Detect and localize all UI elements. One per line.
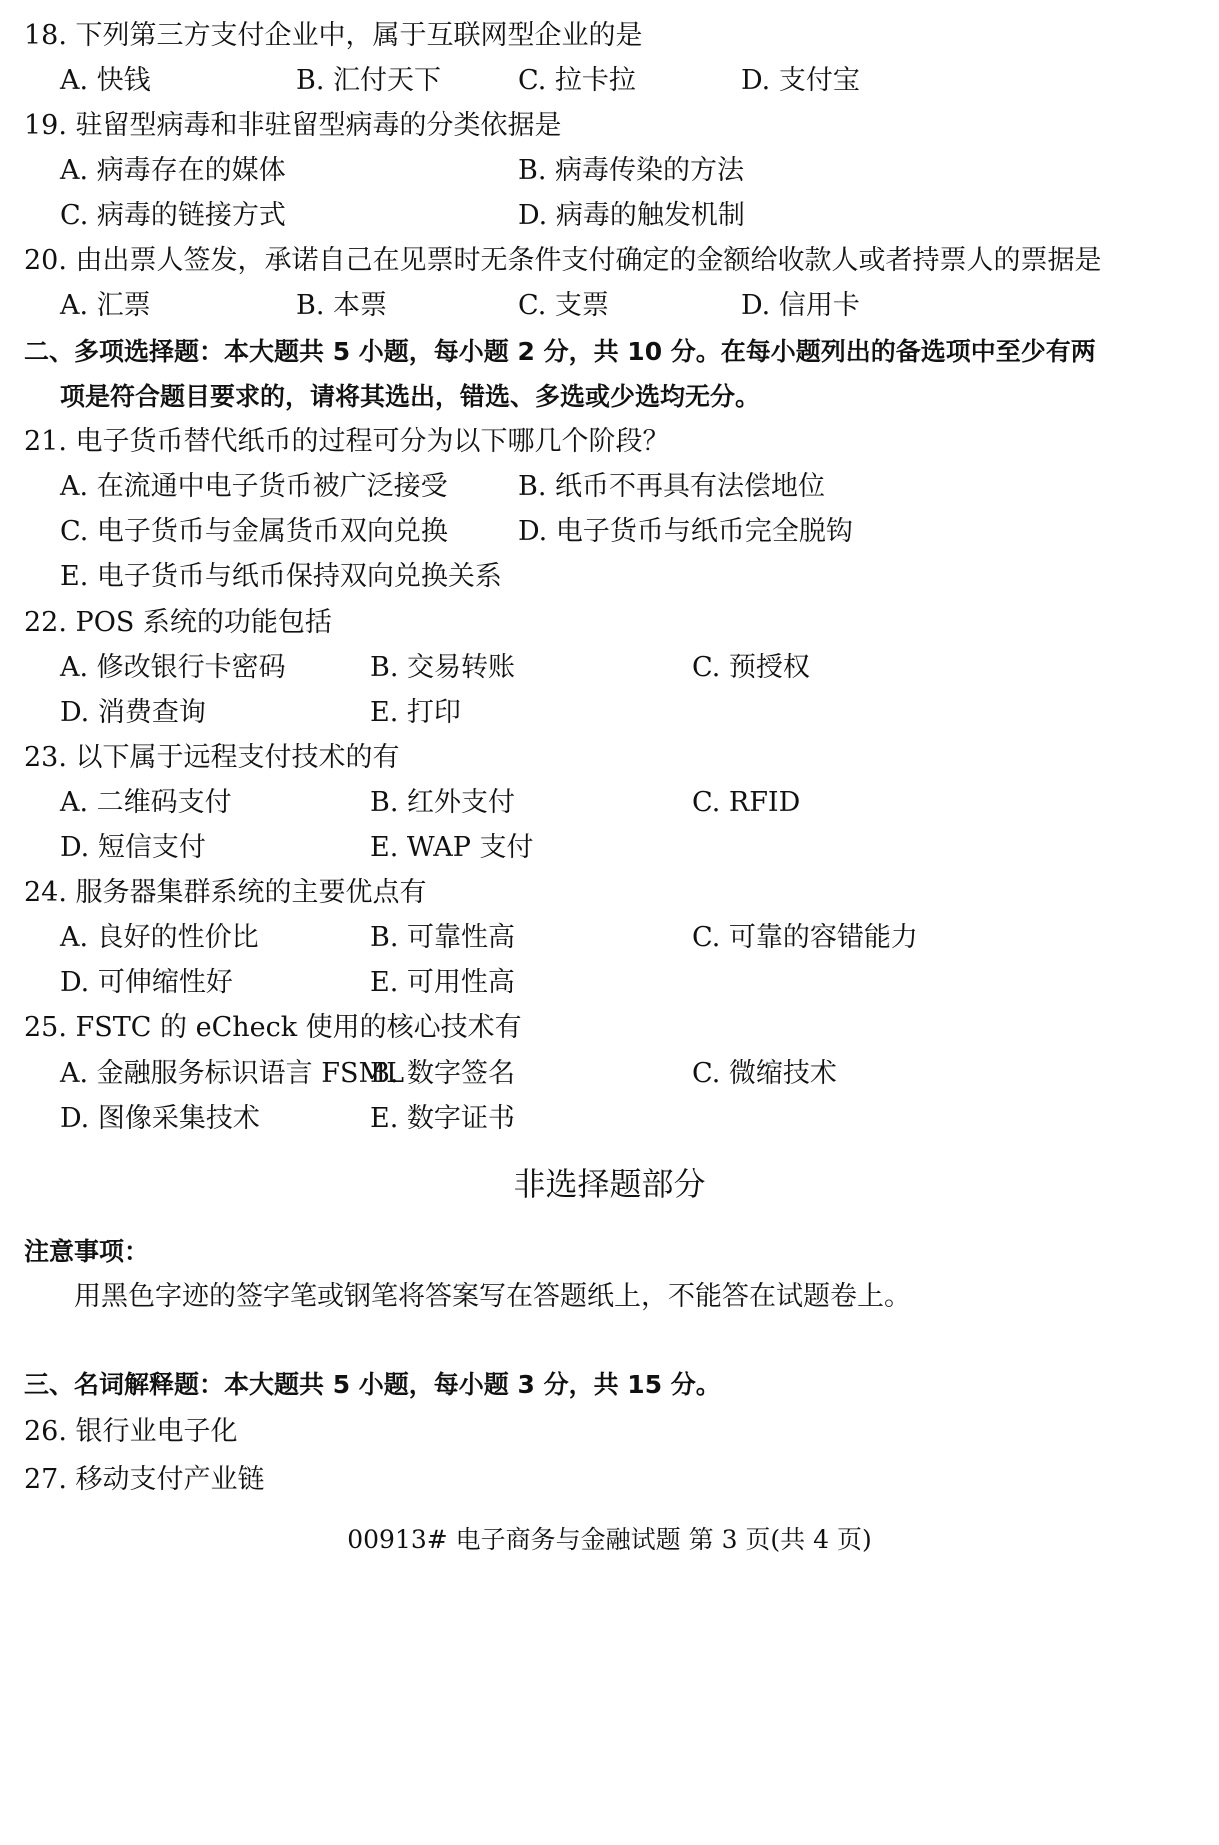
question-25-option-a: A. 金融服务标识语言 FSML: [60, 1058, 405, 1089]
question-24-option-b: B. 可靠性高: [370, 922, 516, 953]
question-22-option-e: E. 打印: [370, 697, 461, 728]
question-20-option-d: D. 信用卡: [741, 290, 860, 321]
question-25-option-b: B. 数字签名: [370, 1058, 516, 1089]
question-18-option-b: B. 汇付天下: [296, 65, 442, 96]
question-26: 26. 银行业电子化: [24, 1416, 238, 1447]
question-21-stem: 21. 电子货币替代纸币的过程可分为以下哪几个阶段？: [24, 426, 670, 457]
question-23-stem: 23. 以下属于远程支付技术的有: [24, 742, 400, 773]
question-21-option-c: C. 电子货币与金属货币双向兑换: [60, 516, 448, 547]
question-24-option-a: A. 良好的性价比: [60, 922, 259, 953]
question-25-option-d: D. 图像采集技术: [60, 1103, 260, 1134]
question-23-option-d: D. 短信支付: [60, 832, 206, 863]
question-19-option-d: D. 病毒的触发机制: [518, 200, 745, 231]
question-27: 27. 移动支付产业链: [24, 1464, 265, 1495]
question-20-option-a: A. 汇票: [60, 290, 151, 321]
question-20-option-b: B. 本票: [296, 290, 388, 321]
question-19-option-b: B. 病毒传染的方法: [518, 155, 745, 186]
notice-text: 用黑色字迹的签字笔或钢笔将答案写在答题纸上，不能答在试题卷上。: [74, 1281, 911, 1312]
question-22-option-c: C. 预授权: [692, 652, 810, 683]
section-2-heading: 二、多项选择题：本大题共 5 小题，每小题 2 分，共 10 分。在每小题列出的备选项中至少有两: [24, 337, 1096, 366]
question-20-option-c: C. 支票: [518, 290, 609, 321]
question-18-option-d: D. 支付宝: [741, 65, 860, 96]
question-22-option-d: D. 消费查询: [60, 697, 206, 728]
question-20-stem: 20. 由出票人签发，承诺自己在见票时无条件支付确定的金额给收款人或者持票人的票据是: [24, 245, 1102, 276]
question-19-option-c: C. 病毒的链接方式: [60, 200, 286, 231]
question-24-stem: 24. 服务器集群系统的主要优点有: [24, 877, 427, 908]
question-22-option-b: B. 交易转账: [370, 652, 516, 683]
question-19-stem: 19. 驻留型病毒和非驻留型病毒的分类依据是: [24, 110, 562, 141]
question-22-stem: 22. POS 系统的功能包括: [24, 607, 332, 638]
section-2-heading-cont: 项是符合题目要求的，请将其选出，错选、多选或少选均无分。: [60, 382, 761, 411]
question-21-option-b: B. 纸币不再具有法偿地位: [518, 471, 826, 502]
part-2-title: 非选择题部分: [513, 1165, 706, 1203]
question-19-option-a: A. 病毒存在的媒体: [60, 155, 286, 186]
question-25-option-c: C. 微缩技术: [692, 1058, 837, 1089]
question-23-option-e: E. WAP 支付: [370, 832, 534, 863]
question-25-stem: 25. FSTC 的 eCheck 使用的核心技术有: [24, 1012, 522, 1043]
question-21-option-e: E. 电子货币与纸币保持双向兑换关系: [60, 561, 502, 592]
page-footer: 00913# 电子商务与金融试题 第 3 页(共 4 页): [347, 1525, 872, 1554]
notice-heading: 注意事项：: [24, 1237, 150, 1266]
question-18-option-a: A. 快钱: [60, 65, 151, 96]
question-21-option-d: D. 电子货币与纸币完全脱钩: [518, 516, 853, 547]
question-25-option-e: E. 数字证书: [370, 1103, 515, 1134]
question-24-option-e: E. 可用性高: [370, 967, 515, 998]
question-18-stem: 18. 下列第三方支付企业中，属于互联网型企业的是: [24, 20, 643, 51]
question-24-option-c: C. 可靠的容错能力: [692, 922, 918, 953]
question-23-option-c: C. RFID: [692, 787, 801, 818]
question-23-option-b: B. 红外支付: [370, 787, 516, 818]
question-24-option-d: D. 可伸缩性好: [60, 967, 233, 998]
question-22-option-a: A. 修改银行卡密码: [60, 652, 286, 683]
question-23-option-a: A. 二维码支付: [60, 787, 232, 818]
question-21-option-a: A. 在流通中电子货币被广泛接受: [60, 471, 448, 502]
section-3-heading: 三、名词解释题：本大题共 5 小题，每小题 3 分，共 15 分。: [24, 1370, 721, 1399]
question-18-option-c: C. 拉卡拉: [518, 65, 636, 96]
